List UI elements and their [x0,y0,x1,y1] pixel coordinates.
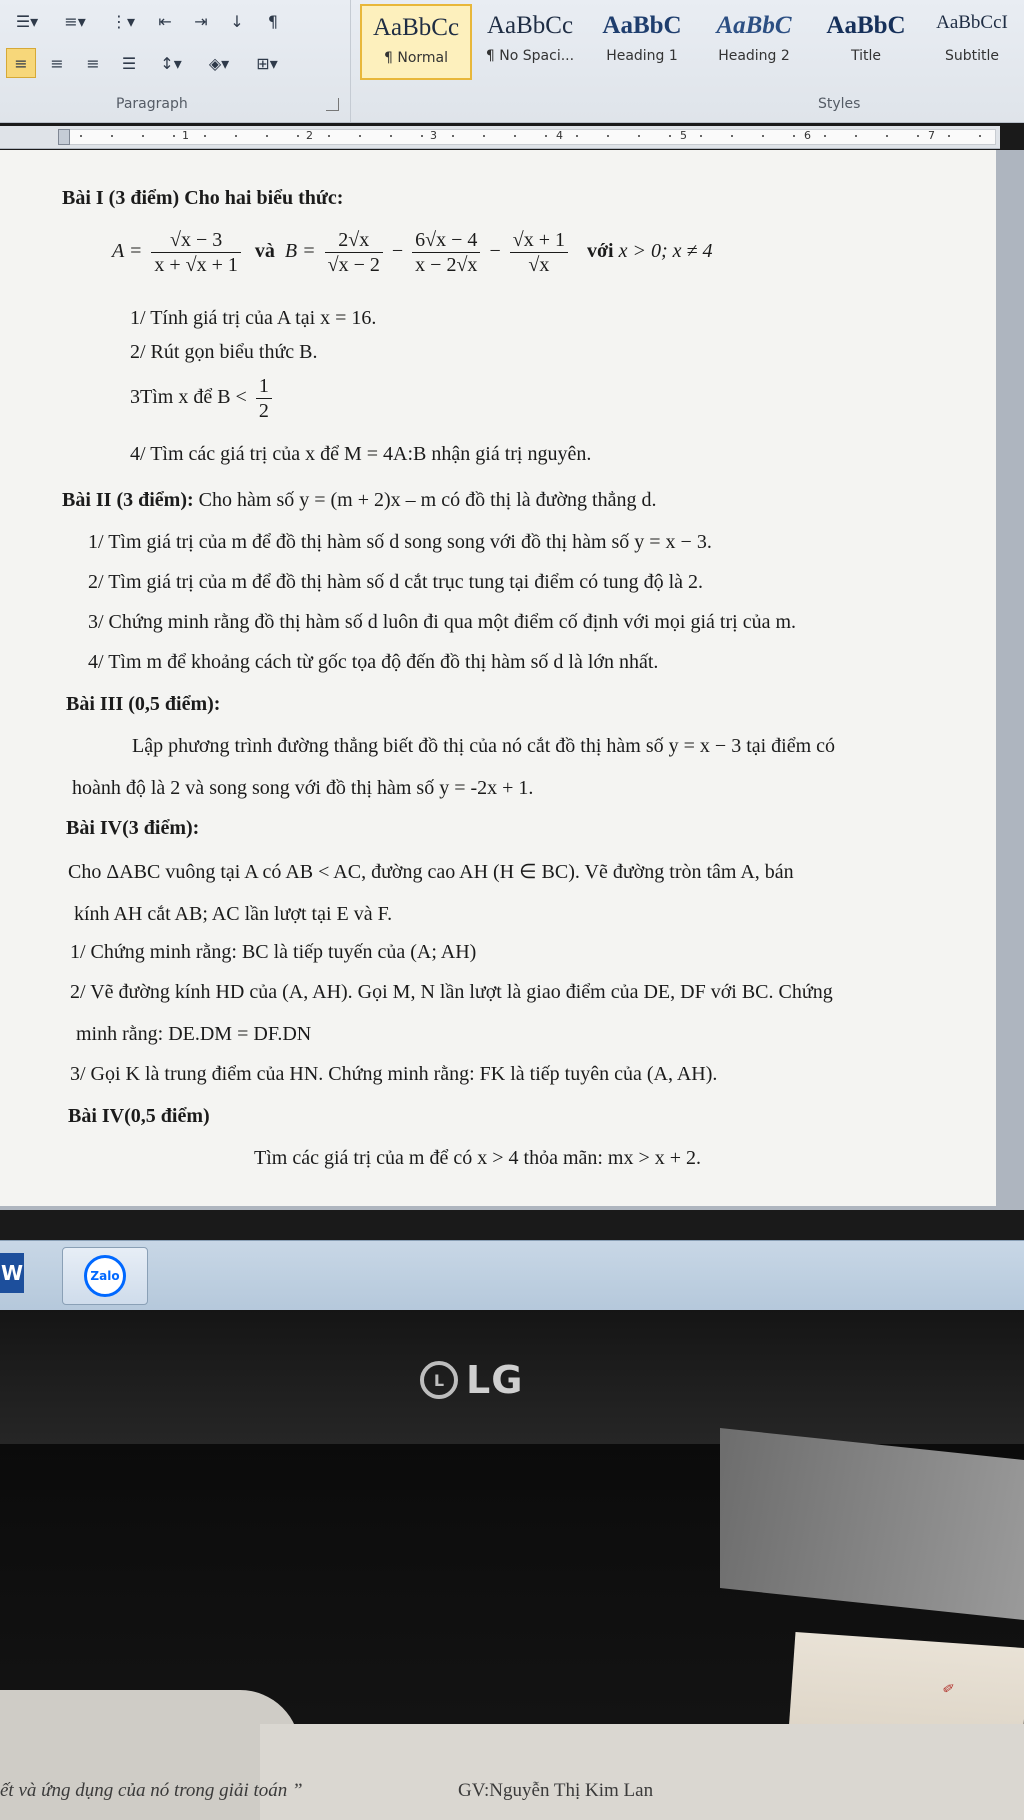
fraction-denominator: x − 2√x [415,254,478,276]
formula-condition: x > 0; x ≠ 4 [618,240,713,263]
styles-group-label: Styles [818,96,861,112]
ruler-tick [762,135,764,137]
ruler-number: 2 [306,129,313,142]
justify-icon[interactable]: ☰ [121,53,137,73]
formula-and-word: và [254,240,275,263]
exercise-5-title: Bài IV(0,5 điểm) [68,1105,210,1127]
exercise-2-question-2: 2/ Tìm giá trị của m để đồ thị hàm số d cắt trục tung tại điểm có tung độ là 2. [88,571,704,593]
style-sample: AaBbC [716,12,792,39]
lg-circle-icon: L [420,1361,458,1399]
exercise-3-line-1: Lập phương trình đường thẳng biết đồ thị của nó cắt đồ thị hàm số y = x − 3 tại điểm có [132,735,836,757]
numbering-icon[interactable]: ≡▾ [64,11,86,31]
ruler-number: 6 [804,129,811,142]
style-heading-1[interactable] [586,4,698,80]
question-3-text: 3Tìm x để B < [130,386,247,409]
ruler-number: 7 [928,129,935,142]
exercise-4-title: Bài IV(3 điểm): [66,817,200,839]
fraction-numerator: √x + 1 [510,228,568,253]
ruler-tick [824,135,826,137]
ruler-tick [607,135,609,137]
style-name: Subtitle [944,48,1000,64]
formula-minus: − [489,240,501,263]
ruler-tick [700,135,702,137]
fraction-a [151,228,241,277]
align-right-icon[interactable]: ≡ [86,53,100,73]
pilcrow-icon[interactable]: ¶ [267,11,279,31]
align-left-icon[interactable]: ≡ [6,48,36,78]
exercise-1-question-1: 1/ Tính giá trị của A tại x = 16. [130,307,377,329]
paragraph-group-label: Paragraph [116,96,188,112]
shading-icon[interactable]: ◈▾ [208,53,230,73]
style-name: ¶ Normal [383,50,448,66]
document-area [0,150,1024,1210]
style-sample: AaBbCc [372,14,460,41]
ruler-tick [731,135,733,137]
style-name: Heading 1 [606,48,678,64]
fraction-denominator: x + √x + 1 [154,254,238,276]
handwriting-mark: ✎ [940,1680,959,1696]
formula-minus: − [391,240,404,263]
ruler-tick [297,135,299,137]
zalo-icon: Zalo [84,1255,126,1297]
zalo-taskbar-button[interactable] [62,1247,148,1305]
fraction-b2 [412,228,480,277]
line-spacing-icon[interactable]: ↕▾ [160,53,182,73]
exercise-2-text: Cho hàm số y = (m + 2)x – m có đồ thị là đường thẳng d. [193,489,657,511]
ruler-tick [669,135,671,137]
indent-marker-icon[interactable] [58,129,70,145]
ruler-tick [514,135,516,137]
fraction-numerator: 2√x [325,228,383,253]
formula-condition-word: với [586,240,614,263]
exercise-2-question-1: 1/ Tìm giá trị của m để đồ thị hàm số d song song với đồ thị hàm số y = x − 3. [88,531,712,553]
fraction-b1 [325,228,383,277]
style-subtitle[interactable] [920,4,1024,80]
increase-indent-icon[interactable]: ⇥ [194,11,208,31]
ruler-tick [576,135,578,137]
ruler-tick [979,135,981,137]
styles-group [352,0,1024,122]
ruler-tick [638,135,640,137]
word-taskbar-icon[interactable]: W [0,1253,24,1293]
style-sample: AaBbCc [486,12,574,39]
ruler-tick [235,135,237,137]
ruler-tick [80,135,82,137]
style-name: ¶ No Spaci... [485,48,575,64]
borders-icon[interactable]: ⊞▾ [256,53,278,73]
ruler-tick [266,135,268,137]
ruler-tick [793,135,795,137]
align-center-icon[interactable]: ≡ [50,53,64,73]
windows-taskbar [0,1240,1024,1311]
style-heading-2[interactable] [698,4,810,80]
fraction-b3 [510,228,568,277]
paragraph-group [0,0,351,122]
decrease-indent-icon[interactable]: ⇤ [158,11,172,31]
lg-brand-text: LG [466,1358,524,1402]
fraction-numerator: √x − 3 [151,228,241,253]
ruler-tick [483,135,485,137]
paper-footer-left-text: ết và ứng dụng của nó trong giải toán ” [0,1780,303,1801]
exercise-3-title: Bài III (0,5 điểm): [66,693,221,715]
exercise-1-title: Bài I (3 điểm) Cho hai biểu thức: [62,187,344,209]
paragraph-dialog-launcher-icon[interactable] [326,98,339,111]
ruler-number: 1 [182,129,189,142]
ruler-tick [452,135,454,137]
exercise-1-question-4: 4/ Tìm các giá trị của x để M = 4A:B nhận giá trị nguyên. [130,443,592,465]
exercise-1-question-3 [130,374,276,423]
exercise-2-question-3: 3/ Chứng minh rằng đồ thị hàm số d luôn đi qua một điểm cố định với mọi giá trị của m. [88,611,797,633]
ruler-tick [421,135,423,137]
exercise-2-title: Bài II (3 điểm): [62,489,194,511]
exercise-2-question-4: 4/ Tìm m để khoảng cách từ gốc tọa độ đến đồ thị hàm số d là lớn nhất. [88,651,659,673]
ruler-tick [142,135,144,137]
ruler-tick [359,135,361,137]
fraction-numerator: 6√x − 4 [412,228,480,253]
style-name: Title [850,48,881,64]
multilevel-list-icon[interactable]: ⋮▾ [110,11,136,31]
exercise-1-formula [112,228,713,277]
paper-sheet-right [720,1428,1024,1620]
exercise-5-line-1: Tìm các giá trị của m để có x > 4 thỏa mãn: mx > x + 2. [254,1147,702,1169]
paragraph-toolbar-row-1 [6,6,288,36]
ruler-tick [111,135,113,137]
style-name: Heading 2 [718,48,790,64]
exercise-3-line-2: hoành độ là 2 và song song với đồ thị hàm số y = -2x + 1. [72,777,534,799]
ruler-tick [173,135,175,137]
fraction-denominator: 2 [258,400,269,422]
ruler-tick [328,135,330,137]
ruler-track [66,129,996,145]
ruler-tick [855,135,857,137]
exercise-4-question-2-cont: minh rằng: DE.DM = DF.DN [76,1023,312,1045]
ruler-tick [545,135,547,137]
formula-a-label: A = [112,240,143,263]
paper-sheet-bottom [260,1724,1024,1820]
exercise-2-statement [62,488,657,512]
document-page[interactable] [0,150,996,1206]
horizontal-ruler[interactable] [0,126,1000,149]
fraction-one-half [256,374,272,423]
exercise-4-line-2: kính AH cắt AB; AC lần lượt tại E và F. [74,903,393,925]
ruler-number: 5 [680,129,687,142]
lg-logo [420,1358,523,1402]
fraction-denominator: √x [528,254,550,276]
word-ribbon [0,0,1024,123]
paper-footer-right-text: GV:Nguyễn Thị Kim Lan [458,1780,654,1801]
exercise-4-question-3: 3/ Gọi K là trung điểm của HN. Chứng minh rằng: FK là tiếp tuyên của (A, AH). [70,1063,718,1085]
style-no-spacing[interactable] [474,4,586,80]
monitor-bezel [0,1310,1024,1444]
fraction-denominator: √x − 2 [327,254,380,276]
ruler-tick [886,135,888,137]
ruler-tick [917,135,919,137]
exercise-4-question-1: 1/ Chứng minh rằng: BC là tiếp tuyến của (A; AH) [70,941,477,963]
ruler-tick [390,135,392,137]
fraction-numerator: 1 [256,374,272,399]
ruler-number: 4 [556,129,563,142]
exercise-1-question-2: 2/ Rút gọn biểu thức B. [130,341,318,363]
ruler-number: 3 [430,129,437,142]
exercise-4-question-2: 2/ Vẽ đường kính HD của (A, AH). Gọi M, N lần lượt là giao điểm của DE, DF với BC. Chứng [70,981,833,1003]
exercise-4-line-1: Cho ΔABC vuông tại A có AB < AC, đường cao AH (H ∈ BC). Vẽ đường tròn tâm A, bán [68,861,794,883]
style-sample: AaBbC [602,12,682,39]
ruler-tick [204,135,206,137]
style-sample: AaBbC [826,12,906,39]
paragraph-toolbar-row-2 [6,48,288,78]
ruler-tick [948,135,950,137]
sort-icon[interactable]: ↓ [230,11,244,31]
formula-b-label: B = [284,240,316,263]
style-sample: AaBbCcI [936,12,1008,33]
bullets-icon[interactable]: ☰▾ [15,11,39,31]
style-title[interactable] [810,4,922,80]
style-normal[interactable] [360,4,472,80]
